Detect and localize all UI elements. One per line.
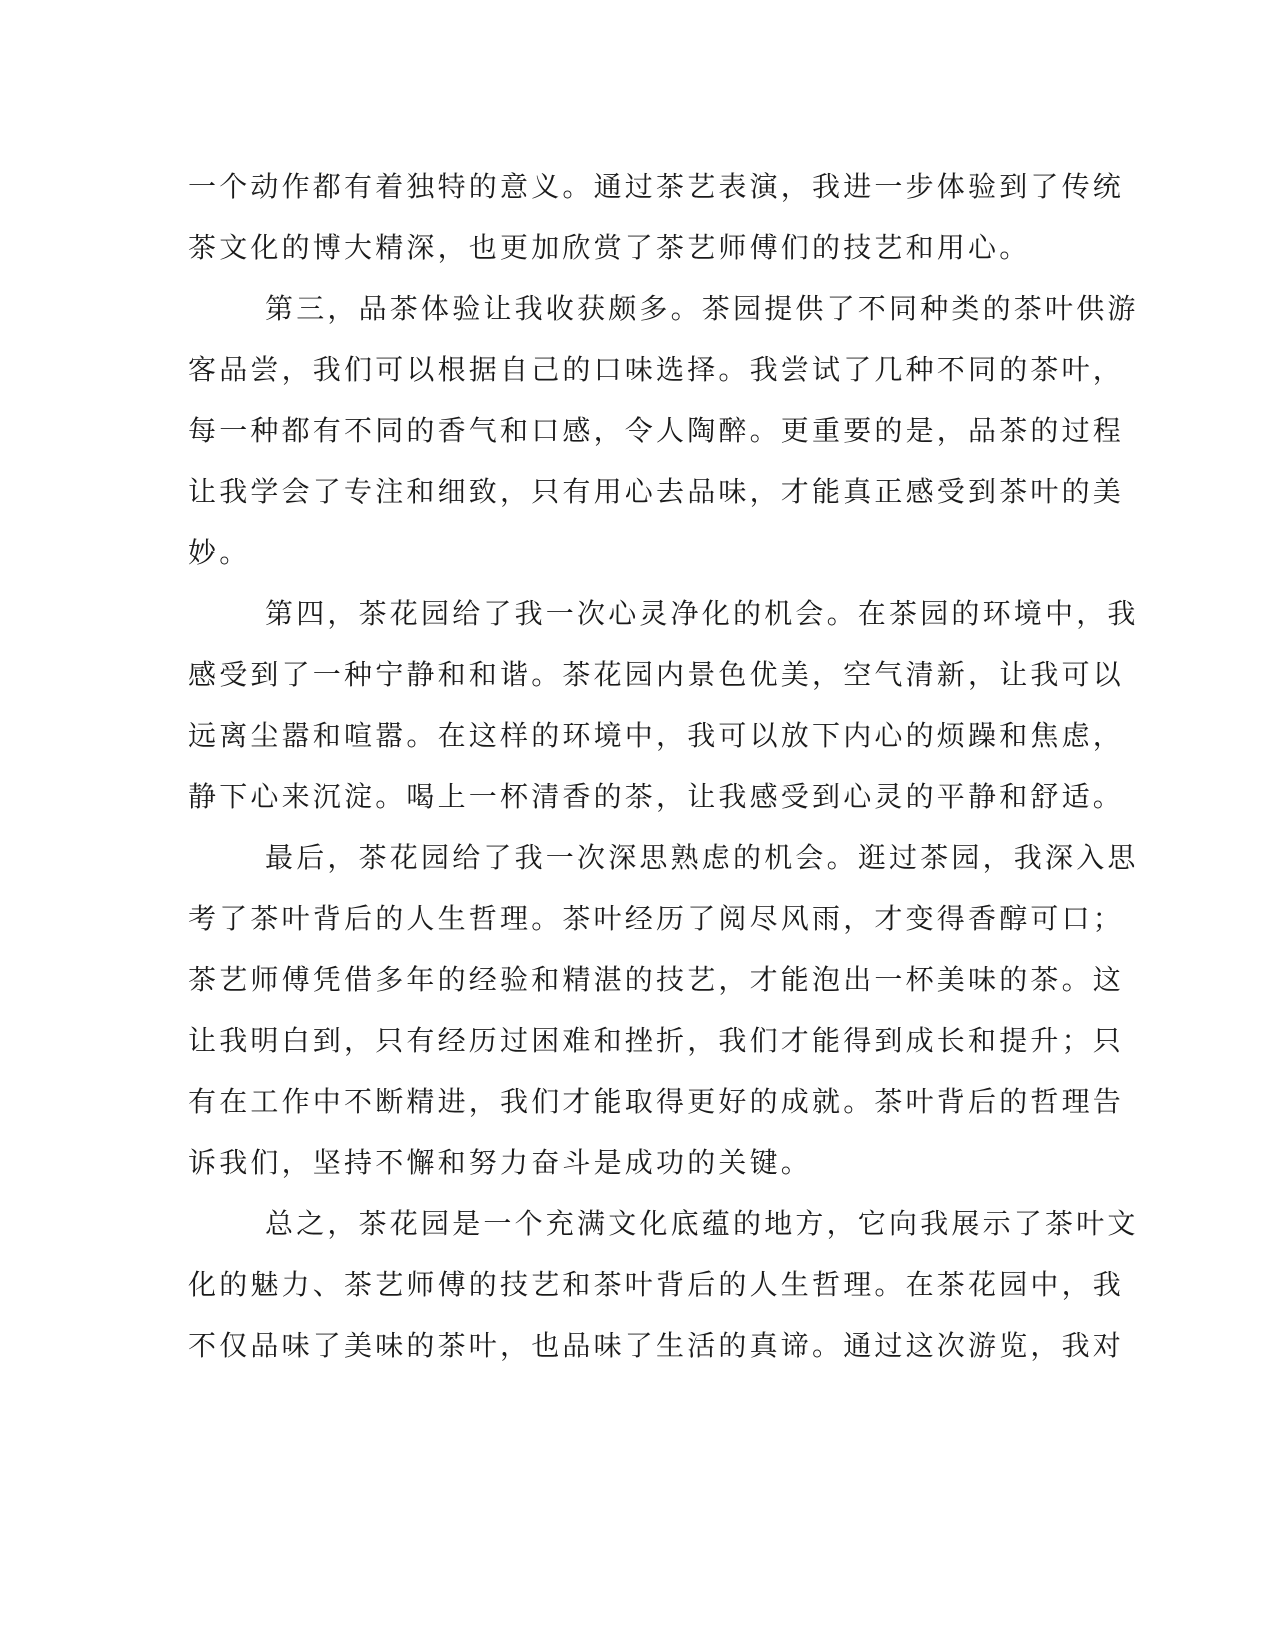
text-line: 有在工作中不断精进，我们才能取得更好的成就。茶叶背后的哲理告 xyxy=(188,1085,1125,1118)
text-line: 不仅品味了美味的茶叶，也品味了生活的真谛。通过这次游览，我对 xyxy=(188,1329,1125,1362)
paragraph-start-line: 第四，茶花园给了我一次心灵净化的机会。在茶园的环境中，我 xyxy=(265,597,1139,630)
text-line: 诉我们，坚持不懈和努力奋斗是成功的关键。 xyxy=(188,1146,813,1179)
text-line: 客品尝，我们可以根据自己的口味选择。我尝试了几种不同的茶叶， xyxy=(188,353,1125,386)
text-line: 茶艺师傅凭借多年的经验和精湛的技艺，才能泡出一杯美味的茶。这 xyxy=(188,963,1125,996)
text-line: 让我学会了专注和细致，只有用心去品味，才能真正感受到茶叶的美 xyxy=(188,475,1125,508)
text-line: 远离尘嚣和喧嚣。在这样的环境中，我可以放下内心的烦躁和焦虑， xyxy=(188,719,1125,752)
text-line: 茶文化的博大精深，也更加欣赏了茶艺师傅们的技艺和用心。 xyxy=(188,231,1031,264)
text-line: 感受到了一种宁静和和谐。茶花园内景色优美，空气清新，让我可以 xyxy=(188,658,1125,691)
text-line: 每一种都有不同的香气和口感，令人陶醉。更重要的是，品茶的过程 xyxy=(188,414,1125,447)
paragraph-start-line: 第三，品茶体验让我收获颇多。茶园提供了不同种类的茶叶供游 xyxy=(265,292,1139,325)
text-line: 静下心来沉淀。喝上一杯清香的茶，让我感受到心灵的平静和舒适。 xyxy=(188,780,1125,813)
document-body xyxy=(188,156,1139,1376)
text-line: 让我明白到，只有经历过困难和挫折，我们才能得到成长和提升；只 xyxy=(188,1024,1125,1057)
text-line: 考了茶叶背后的人生哲理。茶叶经历了阅尽风雨，才变得香醇可口； xyxy=(188,902,1125,935)
text-line: 妙。 xyxy=(188,536,251,569)
text-line: 化的魅力、茶艺师傅的技艺和茶叶背后的人生哲理。在茶花园中，我 xyxy=(188,1268,1125,1301)
paragraph-start-line: 最后，茶花园给了我一次深思熟虑的机会。逛过茶园，我深入思 xyxy=(265,841,1139,874)
text-line: 一个动作都有着独特的意义。通过茶艺表演，我进一步体验到了传统 xyxy=(188,170,1125,203)
paragraph-start-line: 总之，茶花园是一个充满文化底蕴的地方，它向我展示了茶叶文 xyxy=(265,1207,1139,1240)
